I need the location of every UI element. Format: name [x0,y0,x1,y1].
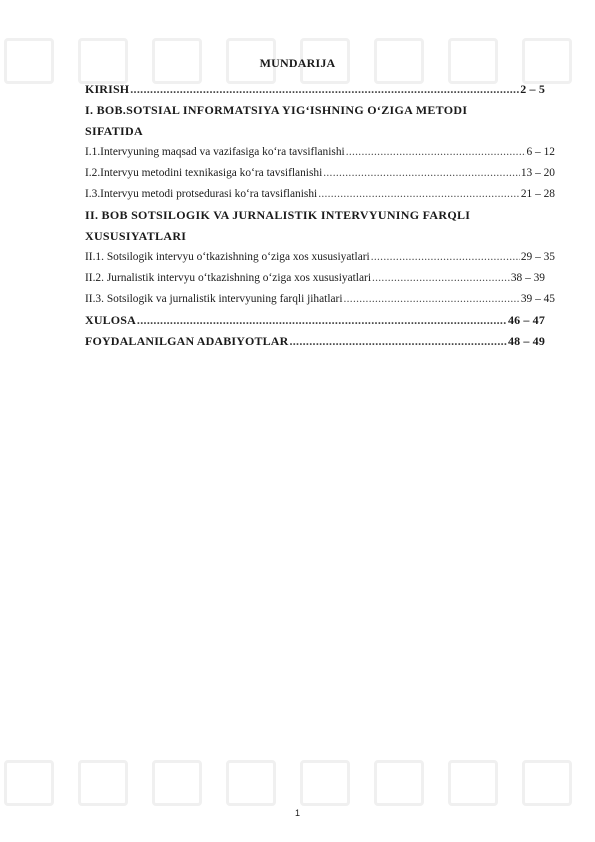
toc-entry-label: II.1. Sotsilogik intervyu o‘tkazishning o‘ziga xos xususiyatlari [85,251,370,263]
toc-entry-label: KIRISH [85,82,130,96]
toc-entry-pages: 13 – 20 [520,167,555,179]
toc-entry-label: XULOSA [85,313,136,327]
watermark-tile [4,760,54,806]
dot-leader [318,184,520,205]
page-title: MUNDARIJA [259,56,336,70]
toc-entry-1-3[interactable] [85,184,555,205]
dot-leader [344,289,520,310]
watermark-tile [300,760,350,806]
dot-leader [323,163,520,184]
toc-entry-kirish[interactable] [85,79,545,100]
table-of-contents [85,79,555,352]
watermark-tile [448,760,498,806]
chapter-heading-1[interactable] [85,100,555,142]
page-number: 1 [294,808,300,818]
toc-entry-2-1[interactable] [85,247,555,268]
chapter-heading-line: I. BOB.SOTSIAL INFORMATSIYA YIG‘ISHNING O‘ZIGA METODI [85,103,468,117]
chapter-heading-2[interactable] [85,205,555,247]
toc-entry-label: II.3. Sotsilogik va jurnalistik intervyuning farqli jihatlari [85,293,343,305]
toc-entry-pages: 46 – 47 [507,313,545,327]
chapter-heading-line: SIFATIDA [85,124,143,138]
dot-leader [346,142,526,163]
dot-leader [130,79,519,100]
chapter-heading-line: II. BOB SOTSILOGIK VA JURNALISTIK INTERVYUNING FARQLI [85,208,471,222]
toc-entry-label: II.2. Jurnalistik intervyu o‘tkazishning o‘ziga xos xususiyatlari [85,272,371,284]
toc-entry-pages: 38 – 39 [510,272,545,284]
toc-entry-adabiyotlar[interactable] [85,331,545,352]
dot-leader [371,247,520,268]
chapter-heading-line: XUSUSIYATLARI [85,229,187,243]
toc-entry-label: I.2.Intervyu metodini texnikasiga ko‘ra tavsiflanishi [85,167,323,179]
watermark-tile [152,760,202,806]
toc-entry-pages: 29 – 35 [520,251,555,263]
dot-leader [289,331,507,352]
toc-entry-label: I.3.Intervyu metodi protsedurasi ko‘ra tavsiflanishi [85,188,318,200]
toc-entry-label: I.1.Intervyuning maqsad va vazifasiga ko‘ra tavsiflanishi [85,146,345,158]
toc-entry-pages: 39 – 45 [520,293,555,305]
toc-entry-pages: 21 – 28 [520,188,555,200]
watermark-tile [78,760,128,806]
dot-leader [137,310,507,331]
toc-entry-pages: 6 – 12 [526,146,555,158]
toc-entry-2-3[interactable] [85,289,555,310]
toc-entry-pages: 2 – 5 [520,82,545,96]
watermark-tile [374,760,424,806]
toc-entry-xulosa[interactable] [85,310,545,331]
toc-entry-1-2[interactable] [85,163,555,184]
toc-entry-1-1[interactable] [85,142,555,163]
toc-entry-label: FOYDALANILGAN ADABIYOTLAR [85,334,289,348]
watermark-tile [226,760,276,806]
toc-entry-2-2[interactable] [85,268,545,289]
dot-leader [372,268,510,289]
toc-entry-pages: 48 – 49 [507,334,545,348]
watermark-tile [522,760,572,806]
